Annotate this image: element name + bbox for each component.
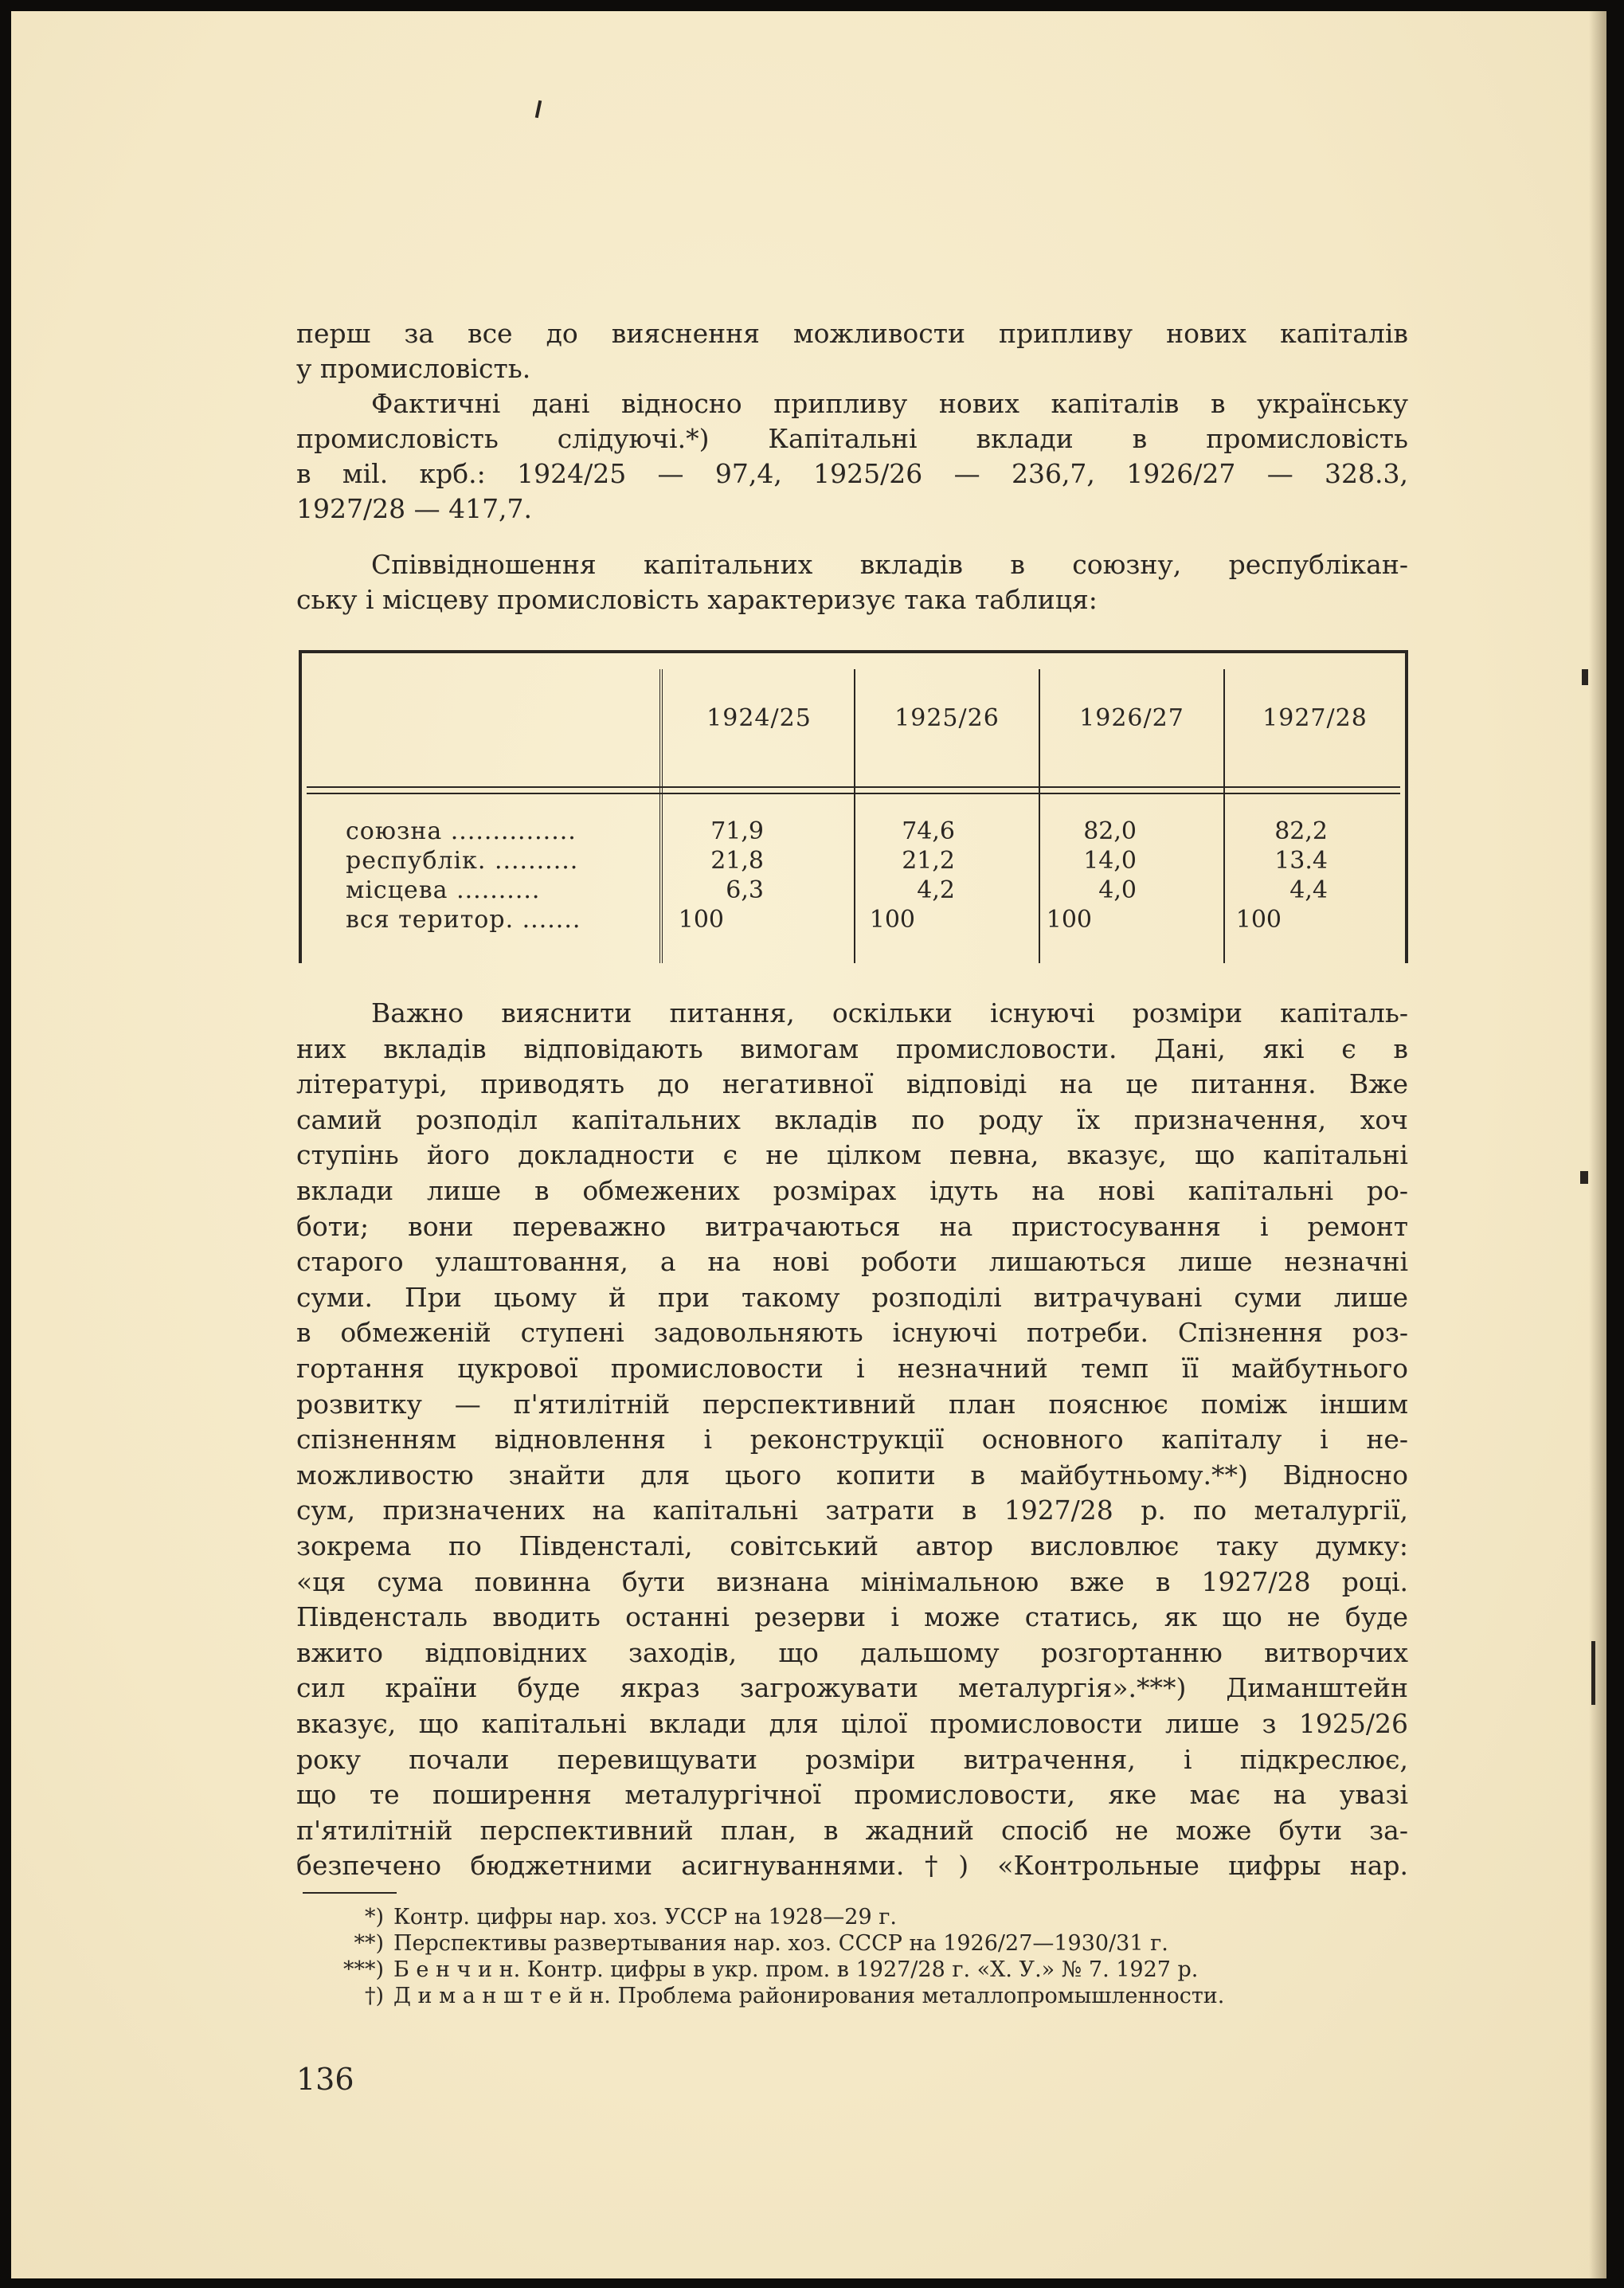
table-cell: 100 [1046,906,1092,934]
paragraph-line: спізненням відновлення і реконструкції основного капіталу і не- [296,1424,1408,1455]
paragraph-line: що те поширення металургічної промисловости, яке має на увазі [296,1779,1408,1811]
paragraph-line: вжито відповідних заходів, що дальшому розгортанню витворчих [296,1636,1408,1668]
table-header-cell: 1927/28 [1262,704,1368,732]
paragraph-line: в обмеженій ступені задовольняють існуючі потреби. Спізнення роз- [296,1317,1408,1349]
paragraph-line: вказує, що капітальні вклади для цілої промисловости лише з 1925/26 [296,1708,1408,1739]
paragraph-line: гортання цукрової промисловости і незначний темп її майбутнього [296,1353,1408,1384]
paragraph-line: самий розподіл капітальних вкладів по роду їх призначення, хоч [296,1103,1408,1135]
paragraph-line: вклади лише в обмежених розмірах ідуть на нові капітальні ро- [296,1175,1408,1206]
right-margin-mark [1582,669,1588,685]
footnote-text: Д и м а н ш т е й н. Проблема районирования металлопромышленности. [393,1984,1225,2008]
footnote-text: Контр. цифры нар. хоз. УССР на 1928—29 г. [393,1905,897,1930]
table-cell: 100 [678,906,724,934]
paragraph-line: сил країни буде якраз загрожувати металургія».***) Диманштейн [296,1672,1408,1704]
table-cell: 6,3 [726,876,764,904]
table-cell: 4,0 [1098,876,1137,904]
paragraph-line: суми. При цьому й при такому розподілі витрачувані суми лише [296,1281,1408,1313]
paragraph-line: них вкладів відповідають вимогам промисловости. Дані, які є в [296,1032,1408,1064]
footnote-text: Перспективы развертывания нар. хоз. СССР на 1926/27—1930/31 г. [393,1931,1168,1956]
table-row-label: місцева .......... [346,876,541,904]
paragraph-line: в мil. крб.: 1924/25 — 97,4, 1925/26 — 236,7, 1926/27 — 328.3, [296,458,1408,489]
paragraph-line: Важно вияснити питання, оскільки існуючі розміри капіталь- [371,997,1408,1028]
paragraph-line: можливостю знайти для цього копити в майбутньому.**) Відносно [296,1459,1408,1491]
paragraph-line: Фактичні дані відносно припливу нових капіталів в українську [371,388,1408,419]
table-row-label: союзна ............... [346,817,577,845]
table-cell: 21,2 [902,847,955,875]
page-edge-shadow [1589,11,1606,2278]
paragraph-line: року почали перевищувати розміри витрачення, і підкреслює, [296,1743,1408,1775]
table-cell: 100 [869,906,915,934]
paragraph-line: перш за все до вияснення можливости припливу нових капіталів [296,318,1408,349]
table-row-label: республік. .......... [346,847,579,875]
table-cell: 4,2 [917,876,955,904]
paragraph-line: зокрема по Південсталі, совітський автор висловлює таку думку: [296,1530,1408,1561]
table-cell: 74,6 [902,817,955,845]
paragraph-line: п'ятилітній перспективний план, в жадний спосіб не може бути за- [296,1814,1408,1846]
footnote [296,1930,1408,1957]
right-margin-mark [1580,1171,1588,1184]
paragraph-line: у промисловість. [296,353,531,384]
footnote-mark: †) [364,1984,384,2008]
paragraph-line: боти; вони переважно витрачаються на пристосування і ремонт [296,1210,1408,1242]
table-cell: 13.4 [1274,847,1328,875]
table-header-cell: 1926/27 [1079,704,1184,732]
paragraph-line: Співвідношення капітальних вкладів в союзну, республікан- [371,549,1408,580]
investment-table [299,650,1408,963]
paragraph-line: літературі, приводять до негативної відповіді на це питання. Вже [296,1068,1408,1100]
footnote [296,1957,1408,1983]
footnote-mark: **) [354,1931,384,1956]
paragraph-line: Південсталь вводить останні резерви і може статись, як що не буде [296,1601,1408,1633]
footnote-mark: *) [364,1905,384,1930]
paragraph-line: розвитку — п'ятилітній перспективний план пояснює поміж іншим [296,1388,1408,1420]
table-row-label: вся територ. ....... [346,906,581,934]
table-cell: 14,0 [1083,847,1137,875]
paragraph-line: сум, призначених на капітальні затрати в 1927/28 р. по металургії, [296,1495,1408,1526]
table-cell: 21,8 [710,847,764,875]
footnote [296,1904,1408,1930]
table-cell: 100 [1235,906,1282,934]
paragraph-line: промисловість слідуючі.*) Капітальні вклади в промисловість [296,423,1408,454]
table-header-cell: 1925/26 [894,704,1000,732]
paragraph-line: 1927/28 — 417,7. [296,493,533,524]
paragraph-line: ську і місцеву промисловість характеризує така таблиця: [296,584,1098,615]
paragraph-line: ступінь його докладности є не цілком певна, вказує, що капітальні [296,1139,1408,1171]
footnote-text: Б е н ч и н. Контр. цифры в укр. пром. в 1927/28 г. «Х. У.» № 7. 1927 р. [393,1957,1199,1982]
footnote-rule [303,1892,397,1894]
paragraph-line: старого улаштовання, а на нові роботи лишаються лише незначні [296,1246,1408,1278]
footnote-mark: ***) [342,1957,384,1982]
page-number: 136 [296,2062,354,2097]
right-margin-mark [1591,1641,1595,1705]
table-header-cell: 1924/25 [706,704,812,732]
table-cell: 71,9 [710,817,764,845]
footnote [296,1983,1408,2009]
paragraph-line: безпечено бюджетними асигнуваннями.†) «Контрольные цифры нар. [296,1850,1408,1882]
paragraph-line: «ця сума повинна бути визнана мінімальною вже в 1927/28 році. [296,1565,1408,1597]
table-cell: 82,2 [1274,817,1328,845]
table-cell: 4,4 [1289,876,1328,904]
table-cell: 82,0 [1083,817,1137,845]
